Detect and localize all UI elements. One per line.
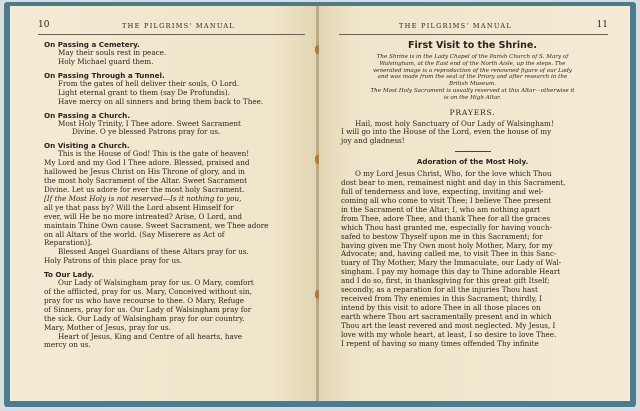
text-line: the most holy Sacrament of the Altar. Sweet Sacrament [44,176,247,186]
text-line: earth where Thou art sacramentally present and in which [341,311,552,321]
intro-line: venerated image is a reproduction of the renowned figure of our Lady [373,67,572,74]
text-line: I repent of having so many times offended Thy infinite [341,338,539,348]
text-line: the sick. Our Lady of Walsingham pray for our country. [44,313,245,323]
section-heading: On Passing a Cemetery. [44,40,140,49]
text-line: ever, will He be no more intreated? Arise, O Lord, and [44,211,242,221]
text-line: From the gates of hell deliver their souls, O Lord. [58,78,240,88]
text-line: Holy Patrons of this place pray for us. [44,256,183,266]
running-head: THE PILGRIMS' MANUAL [399,22,513,30]
text-line: My Lord and my God I Thee adore. Blessed, praised and [44,158,250,168]
text-line: in the Sacrament of the Altar; I, who am nothing apart [341,204,541,214]
text-line: Light eternal grant to them (say De Profundis). [58,87,230,97]
text-line: and I do so, first, in thanksgiving for this great gift Itself; [341,276,550,286]
text-line: from Thee, adore Thee, and thank Thee for all the graces [341,213,551,223]
text-line: which Thou hast granted me, especially for having vouch- [341,222,553,232]
section-passing-church [44,111,307,138]
text-line: Our Lady of Walsingham pray for us. O Mary, comfort [58,278,254,288]
section-divider [455,151,491,152]
section-heading: To Our Lady. [44,270,94,280]
text-line: joy and gladness! [341,136,405,146]
text-line: on all Altars of the world. (Say Miserere as Act of [44,229,225,239]
running-head: THE PILGRIMS' MANUAL [122,22,236,30]
text-line: Blessed Angel Guardians of these Altars pray for us. [58,247,249,257]
text-line: Most Holy Trinity, I Thee adore. Sweet Sacrament [58,118,241,128]
text-line: maintain Thine Own cause. Sweet Sacrament, we Thee adore [44,220,269,230]
intro-line: Walsingham, at the East end of the North Aisle, up the steps. The [379,60,566,67]
text-line: May their souls rest in peace. [58,48,167,57]
text-line: having given me Thy Own most holy Mother, Mary, for my [341,240,553,250]
text-line: Divine. O ye blessed Patrons pray for us. [72,127,221,137]
section-our-lady [44,270,307,350]
section-cemetery [44,40,307,67]
text-line: love with my whole heart, at least, I so desire to love Thee. [341,329,557,339]
text-line: O my Lord Jesus Christ, Who, for the love which Thou [355,169,552,179]
text-line: intend by this visit to adore Thee in all those places on [341,302,541,312]
prayers-heading: PRAYERS. [449,107,496,117]
text-line: pray for us who have recourse to thee. O Mary, Refuge [44,295,245,305]
section-heading: On Passing a Church. [44,110,130,120]
text-line: I will go into the House of the Lord, even the house of my [341,127,552,137]
intro-line: and was made from the seal of the Priory and after research in the [377,74,568,81]
intro-line: British Museum. [448,81,497,88]
text-line: Have mercy on all sinners and bring them back to Thee. [58,96,264,106]
text-line: Heart of Jesus, King and Centre of all hearts, have [58,331,243,341]
text-line: full of tenderness and love, expecting, inviting and wel- [341,187,544,197]
text-line: [If the Most Holy is not reserved—Is it nothing to you, [44,193,242,203]
right-page [319,6,630,401]
text-line: dost bear to men, remainest night and day in this Sacrament, [341,178,566,188]
text-line: tuary of Thy Mother, Mary the Immaculate, our Lady of Wal- [341,258,562,268]
text-line: Holy Michael guard them. [58,56,154,66]
text-line: Reparation)]. [44,238,93,248]
text-line: singham. I pay my homage this day to Thine adorable Heart [341,267,561,277]
section-heading: On Passing Through a Tunnel. [44,70,165,80]
text-line: Divine. Let us adore for ever the most holy Sacrament. [44,184,245,194]
page-title: First Visit to the Shrine. [408,40,537,51]
header-rule [339,34,608,35]
intro-line: The Shrine is in the Lady Chapel of the Parish Church of S. Mary of [376,54,569,60]
page-number: 11 [596,20,608,30]
text-line: This is the House of God! This is the gate of heaven! [58,149,250,159]
page-number: 10 [38,20,50,30]
text-line: mercy on us. [44,340,91,350]
text-line: all ye that pass by? Will the Lord absent Himself for [44,202,234,212]
text-line: received from Thy enemies in this Sacrament; thirdly, I [341,293,543,303]
text-line: safed to bestow Thyself upon me in this Sacrament; for [341,231,543,241]
adoration-heading: Adoration of the Most Holy. [416,157,529,167]
text-line: Advocate; and, having called me, to visit Thee in this Sanc- [341,249,557,259]
text-line: hallowed be Jesus Christ on His Throne of glory, and in [44,167,245,177]
intro-line: is on the High Altar. [443,94,501,101]
section-visiting-church [44,141,307,266]
section-tunnel [44,71,307,107]
text-line: Mary, Mother of Jesus, pray for us. [44,322,171,332]
text-line: coming all who come to visit Thee; I believe Thee present [341,196,552,206]
text-line: of Sinners, pray for us. Our Lady of Walsingham pray for [44,304,252,314]
text-line: Hail, most holy Sanctuary of Our Lady of Walsingham! [355,118,554,128]
section-heading: On Visiting a Church. [44,141,130,151]
text-line: Thou art the least revered and most neglected. My Jesus, I [341,320,556,330]
header-rule [38,34,305,35]
left-page [10,6,317,401]
text-line: of the afflicted, pray for us. Mary, Conceived without sin, [44,287,252,297]
text-line: secondly, as a reparation for all the injuries Thou hast [341,285,538,295]
intro-line: The Most Holy Sacrament is usually reserved at this Altar—otherwise it [370,87,575,94]
